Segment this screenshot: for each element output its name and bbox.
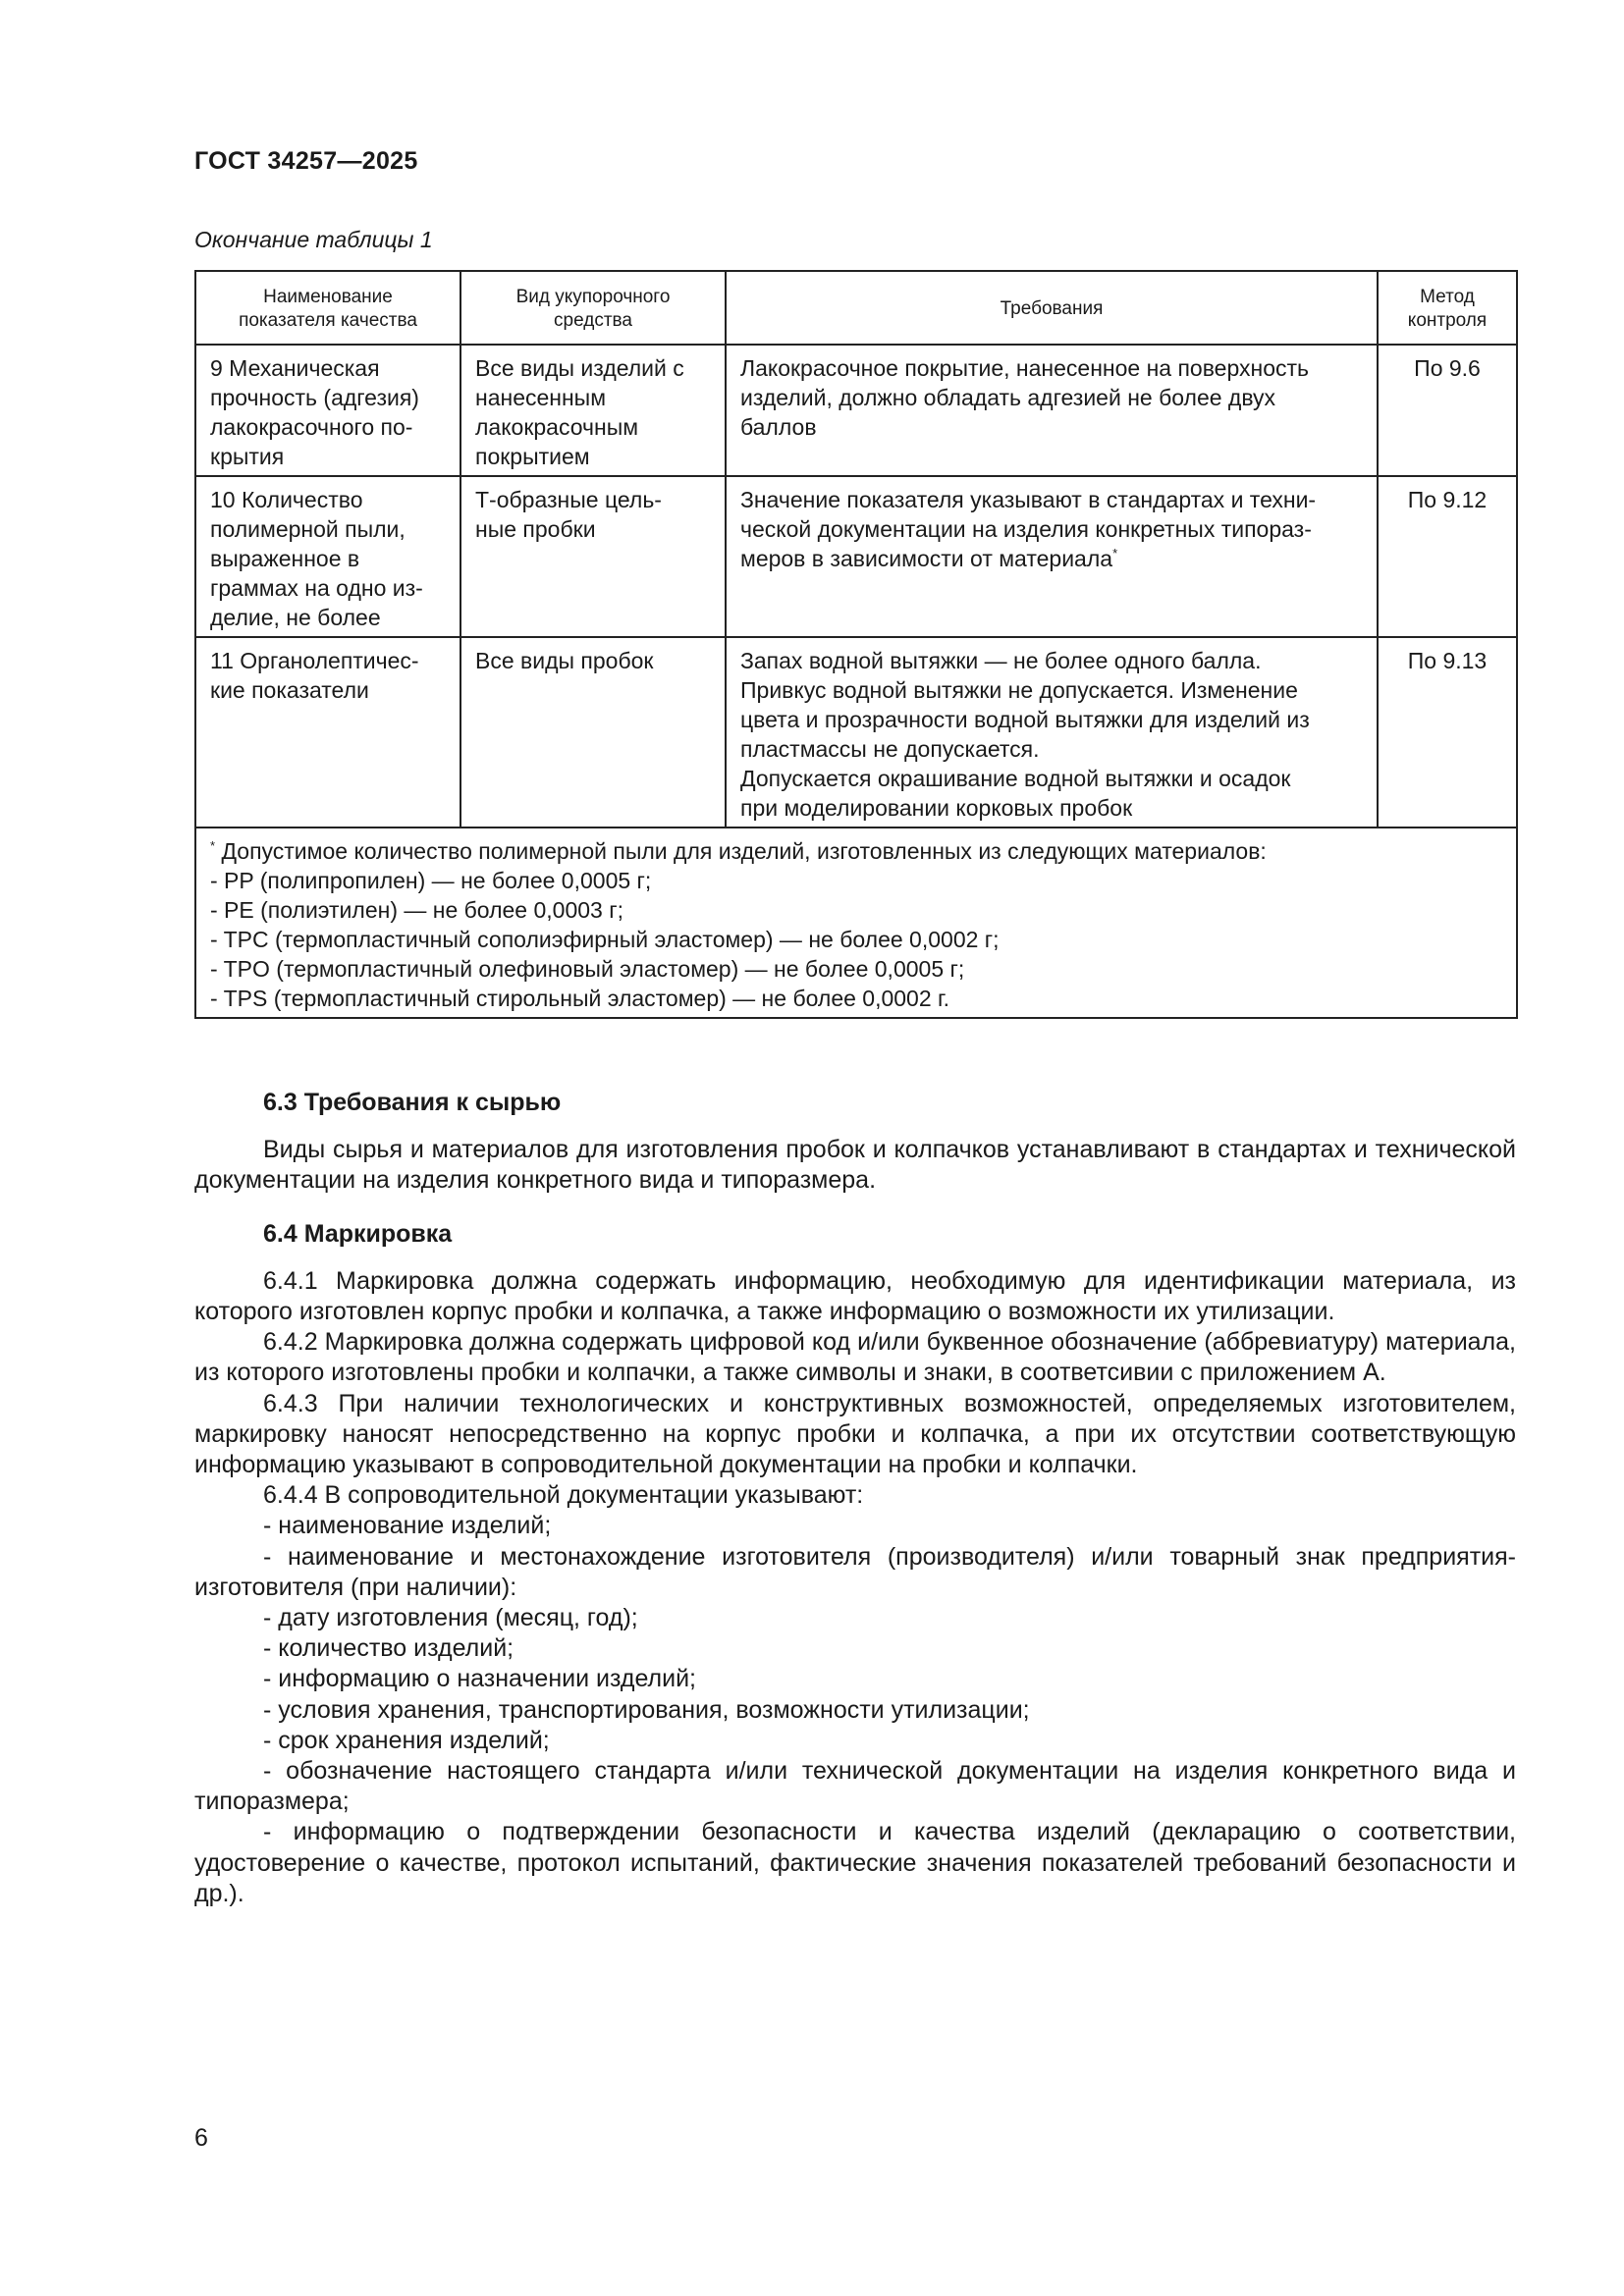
list-item: - количество изделий; [263,1634,514,1663]
list-item: - наименование и местонахождение изготовителя (производителя) и/или товарный знак предприятия-изготовителя (при наличии): [194,1542,1516,1601]
page-number: 6 [194,2124,208,2152]
cell-method: По 9.6 [1378,345,1517,476]
footnote-item: - PE (полиэтилен) — не более 0,0003 г; [210,897,624,923]
footnote-intro: Допустимое количество полимерной пыли для изделий, изготовленных из следующих материалов: [221,838,1267,864]
cell-indicator: 10 Количество полимерной пыли, выраженное в граммах на одно из- делие, не более [195,476,460,637]
cell-method: По 9.13 [1378,637,1517,828]
list-item: - условия хранения, транспортирования, возможности утилизации; [263,1695,1030,1724]
body-section [194,1088,1516,1909]
cell-requirement: Запах водной вытяжки — не более одного балла. Привкус водной вытяжки не допускается. Изменение цвета и прозрачности водной вытяжки для изделий из пластмассы не допускается. Допускается окрашивание водной вытяжки и осадок при моделировании корковых пробок [726,637,1378,828]
list-item: - информацию о подтверждении безопасности и качества изделий (декларацию о соответствии, удостоверение о качестве, протокол испытаний, фактические значения показателей требований безопасности и др.). [194,1818,1516,1907]
section-6-3-text: Виды сырья и материалов для изготовления пробок и колпачков устанавливают в стандартах и технической документации на изделия конкретного вида и типоразмера. [194,1136,1516,1195]
cell-method: По 9.12 [1378,476,1517,637]
cell-indicator: 11 Органолептичес- кие показатели [195,637,460,828]
list-item: - информацию о назначении изделий; [263,1665,697,1693]
cell-closure: Все виды пробок [460,637,726,828]
document-code: ГОСТ 34257—2025 [194,147,418,175]
header-quality-indicator: Наименование показателя качества [195,271,460,345]
cell-closure: Все виды изделий с нанесенным лакокрасочным покрытием [460,345,726,476]
list-item: - дату изготовления (месяц, год); [263,1604,638,1632]
list-item: - обозначение настоящего стандарта и/или технической документации на изделия конкретного вида и типоразмера; [194,1757,1516,1816]
header-control-method: Метод контроля [1378,271,1517,345]
cell-indicator: 9 Механическая прочность (адгезия) лакокрасочного по- крытия [195,345,460,476]
cell-requirement: Лакокрасочное покрытие, нанесенное на поверхность изделий, должно обладать адгезией не более двух баллов [726,345,1378,476]
section-6-4-heading: 6.4 Маркировка [263,1219,453,1248]
footnote-item: - PP (полипропилен) — не более 0,0005 г; [210,868,652,893]
paragraph-6-4-2: 6.4.2 Маркировка должна содержать цифровой код и/или буквенное обозначение (аббревиатуру) материала, из которого изготовлены пробки и колпачки, а также символы и знаки, в соответсивии с приложением А. [194,1328,1516,1387]
table-row [195,345,1517,476]
cell-closure: Т-образные цель- ные пробки [460,476,726,637]
footnote-row [195,828,1517,1018]
list-item: - наименование изделий; [263,1512,552,1540]
footnote-mark: * [210,838,216,853]
footnote-mark: * [1112,546,1118,561]
section-6-3-heading: 6.3 Требования к сырью [263,1089,562,1116]
paragraph-6-4-3: 6.4.3 При наличии технологических и конструктивных возможностей, определяемых изготовителем, маркировку наносят непосредственно на корпус пробки и колпачка, а при их отсутствии соответствующую информацию указывают в сопроводительной документации на пробки и колпачки. [194,1389,1516,1479]
footnote-item: - TPO (термопластичный олефиновый эластомер) — не более 0,0005 г; [210,956,965,982]
paragraph-6-4-4: 6.4.4 В сопроводительной документации указывают: [263,1481,864,1510]
table-row [195,637,1517,828]
header-requirements: Требования [726,271,1378,345]
table-row [195,476,1517,637]
requirements-table [194,270,1518,1019]
cell-requirement: Значение показателя указывают в стандартах и техни- ческой документации на изделия конкретных типораз- меров в зависимости от материала* [726,476,1378,637]
table-caption: Окончание таблицы 1 [194,227,433,252]
header-closure-type: Вид укупорочного средства [460,271,726,345]
table-header-row [195,271,1517,345]
paragraph-6-4-1: 6.4.1 Маркировка должна содержать информацию, необходимую для идентификации материала, из которого изготовлен корпус пробки и колпачка, а также информацию о возможности их утилизации. [194,1266,1516,1326]
footnote-item: - TPS (термопластичный стирольный эластомер) — не более 0,0002 г. [210,986,950,1011]
footnote-item: - TPC (термопластичный сополиэфирный эластомер) — не более 0,0002 г; [210,927,1000,952]
list-item: - срок хранения изделий; [263,1726,550,1754]
table-footnote [195,828,1517,1018]
